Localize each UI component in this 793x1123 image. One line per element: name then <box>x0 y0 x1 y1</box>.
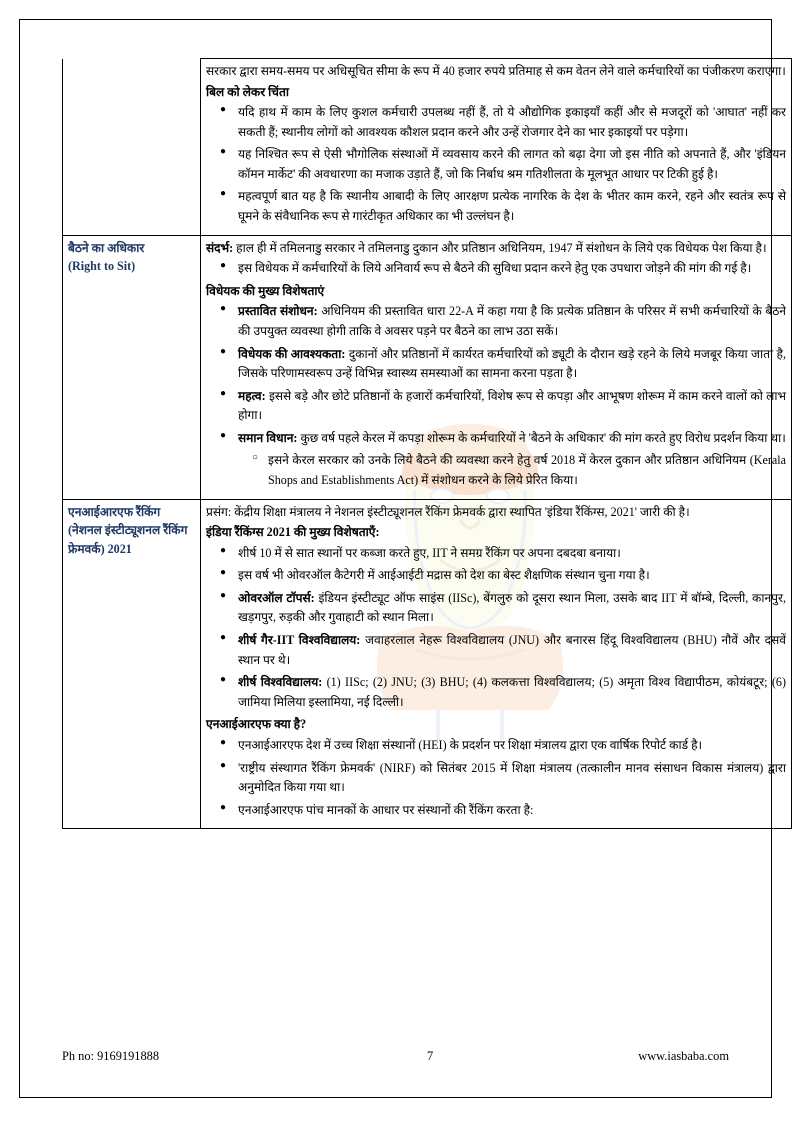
list-item-text: जवाहरलाल नेहरू विश्वविद्यालय (JNU) और बनारस हिंदू विश्वविद्यालय (BHU) नौवें और दसवें स्थान पर थे। <box>238 633 786 667</box>
table-body <box>63 59 792 829</box>
footer-page-number: 7 <box>427 1048 434 1063</box>
heading-bill-features: विधेयक की मुख्य विशेषताएं <box>206 283 325 298</box>
list-item-text: इंडियन इंस्टीट्यूट ऑफ साइंस (IISc), बेंगलुरु को दूसरा स्थान मिला, उसके बाद IIT में बॉम्बे, दिल्ली, कानपुर, खड़गपुर, रुड़की और गुवाहाटी को स्थान मिला। <box>238 590 787 625</box>
text-prasang: केंद्रीय शिक्षा मंत्रालय ने नेशनल इंस्टीट्यूशनल रैंकिंग फ्रेमवर्क द्वारा स्थापित 'इंडिया रैंकिंग्स, 2021' जारी की है। <box>231 504 690 519</box>
document-content-table <box>62 58 787 829</box>
list-item-label: प्रस्तावित संशोधन: <box>238 304 318 319</box>
list-item-label: शीर्ष विश्वविद्यालय: <box>238 675 323 690</box>
table-row <box>63 235 792 499</box>
list-item <box>236 302 786 341</box>
para-prasang <box>206 503 786 523</box>
list-item-text: अधिनियम की प्रस्तावित धारा 22-A में कहा गया है कि प्रत्येक प्रतिष्ठान के परिसर में सभी कर्मचारियों के बैठने की उपयुक्त व्यवस्था होगी ताकि वे अवसर पड़ने पर बैठने का लाभ उठा सकें। <box>238 304 787 338</box>
list-item-label: समान विधान: <box>238 430 298 445</box>
para-registration: सरकार द्वारा समय-समय पर अधिसूचित सीमा के रूप में 40 हजार रुपये प्रतिमाह से कम वेतन लेने वाले कर्मचारियों का पंजीकरण कराएगा। <box>206 64 786 78</box>
content-cell-nirf-ranking <box>201 499 792 829</box>
heading-what-is-nirf: एनआईआरएफ क्या है? <box>206 717 307 732</box>
para-context <box>206 239 786 259</box>
list-item-text: (1) IISc; (2) JNU; (3) BHU; (4) कलकत्ता विश्वविद्यालय; (5) अमृता विश्व विद्यापीठम, कोयंबटूर; (6) जामिया मिलिया इस्लामिया, नई दिल्ली। <box>238 675 786 709</box>
sub-list-item: ○ इसने केरल सरकार को उनके लिये बैठने की व्यवस्था करने हेतु वर्ष 2018 में केरल दुकान और प्रतिष्ठान अधिनियम (Kerala Shops and Establishments Act) में संशोधन करने के लिये प्रेरित किया। <box>268 451 786 490</box>
topic-cell-right-to-sit <box>63 235 201 499</box>
list-item-label: ओवरऑल टॉपर्स: <box>238 590 315 605</box>
heading-bill-concern: बिल को लेकर चिंता <box>206 84 289 99</box>
content-cell-bill-concerns <box>201 59 792 236</box>
list-item <box>236 589 786 628</box>
list-item <box>236 631 786 670</box>
footer-website: www.iasbaba.com <box>638 1048 729 1063</box>
bullet-list-india-rankings <box>206 544 786 713</box>
list-item: ● शीर्ष 10 में से सात स्थानों पर कब्जा करते हुए, IIT ने समग्र रैंकिंग पर अपना दबदबा बनाया। <box>236 544 786 564</box>
footer-phone: Ph no: 9169191888 <box>62 1048 160 1063</box>
list-item-text: दुकानों और प्रतिष्ठानों में कार्यरत कर्मचारियों को ड्यूटी के दौरान खड़े रहने के लिये मजबूर किया जाता है, जिसके परिणामस्वरूप उन्हें विभिन्न स्वास्थ्य समस्याओं का सामना करना पड़ता है। <box>238 346 786 381</box>
topic-cell-nirf-ranking <box>63 499 201 829</box>
list-item: ● इस वर्ष भी ओवरऑल कैटेगरी में आईआईटी मद्रास को देश का बेस्ट शैक्षणिक संस्थान चुना गया है। <box>236 566 786 586</box>
topic-cell-continued <box>63 59 201 236</box>
list-item: ● महत्वपूर्ण बात यह है कि स्थानीय आबादी के लिए आरक्षण प्रत्येक नागरिक के देश के भीतर काम करने, रहने और स्वतंत्र रूप से घूमने के संवैधानिक रूप से गारंटीकृत अधिकार का भी उल्लंघन है। <box>236 187 786 226</box>
label-context: संदर्भ: <box>206 240 234 255</box>
topic-title-hindi: एनआईआरएफ रैंकिंग (नेशनल इंस्टीट्यूशनल रैंकिंग फ्रेमवर्क) 2021 <box>68 504 188 557</box>
table-row <box>63 499 792 829</box>
topics-table <box>62 58 792 829</box>
list-item-text: कुछ वर्ष पहले केरल में कपड़ा शोरूम के कर्मचारियों ने 'बैठने के अधिकार' की मांग करते हुए विरोध प्रदर्शन किया था। <box>297 430 786 445</box>
content-cell-right-to-sit <box>201 235 792 499</box>
bullet-list-bill-concerns <box>206 103 786 226</box>
bullet-list-bill-demand <box>206 259 786 279</box>
table-row <box>63 59 792 236</box>
list-item: ● इस विधेयक में कर्मचारियों के लिये अनिवार्य रूप से बैठने की सुविधा प्रदान करने हेतु एक उपधारा जोड़ने की मांग की गई है। <box>236 259 786 279</box>
text-context: हाल ही में तमिलनाडु सरकार ने तमिलनाडु दुकान और प्रतिष्ठान अधिनियम, 1947 में संशोधन के लिये एक विधेयक पेश किया है। <box>233 240 767 255</box>
list-item: ● एनआईआरएफ पांच मानकों के आधार पर संस्थानों की रैंकिंग करता है: <box>236 801 786 821</box>
page-footer <box>62 1041 729 1071</box>
list-item <box>236 345 786 384</box>
label-prasang: प्रसंग: <box>206 504 232 519</box>
bullet-list-bill-features <box>206 302 786 490</box>
list-item <box>236 429 786 491</box>
list-item: ● एनआईआरएफ देश में उच्च शिक्षा संस्थानों (HEI) के प्रदर्शन पर शिक्षा मंत्रालय द्वारा एक वार्षिक रिपोर्ट कार्ड है। <box>236 736 786 756</box>
list-item: ● यह निश्चित रूप से ऐसी भौगोलिक संस्थाओं में व्यवसाय करने की लागत को बढ़ा देगा जो इस नीति को अपनाते हैं, और 'इंडियन कॉमन मार्केट' की अवधारणा का मजाक उड़ाते हैं, जो कि निर्बाध श्रम गतिशीलता के मूलभूत आधार पर टिकी हुई है। <box>236 145 786 184</box>
list-item-label: शीर्ष गैर-IIT विश्वविद्यालय: <box>238 633 361 648</box>
heading-india-rankings-features: इंडिया रैंकिंग्स 2021 की मुख्य विशेषताएँ: <box>206 525 380 540</box>
bullet-list-what-is-nirf <box>206 736 786 820</box>
list-item-label: महत्व: <box>238 388 266 403</box>
topic-title-hindi: बैठने का अधिकार <box>68 240 145 255</box>
page-border <box>19 19 787 1098</box>
list-item-text: इससे बड़े और छोटे प्रतिष्ठानों के हजारों कर्मचारियों, विशेष रूप से कपड़ा और आभूषण शोरूम में काम करने वालों को लाभ होगा। <box>238 388 786 423</box>
topic-title-english: (Right to Sit) <box>68 259 136 274</box>
list-item <box>236 387 786 426</box>
list-item <box>236 673 786 712</box>
list-item-label: विधेयक की आवश्यकता: <box>238 346 346 361</box>
list-item: ● 'राष्ट्रीय संस्थागत रैंकिंग फ्रेमवर्क' (NIRF) को सितंबर 2015 में शिक्षा मंत्रालय (तत्कालीन मानव संसाधन विकास मंत्रालय) द्वारा अनुमोदित किया गया था। <box>236 759 786 798</box>
list-item: ● यदि हाथ में काम के लिए कुशल कर्मचारी उपलब्ध नहीं हैं, तो ये औद्योगिक इकाइयाँ कहीं और से मजदूरों को 'आघात' नहीं कर सकती हैं; स्थानीय लोगों को आवश्यक कौशल प्रदान करने और उन्हें रोजगार देने का भार इकाइयों पर पड़ेगा। <box>236 103 786 142</box>
sub-bullet-list-kerala <box>238 451 786 490</box>
